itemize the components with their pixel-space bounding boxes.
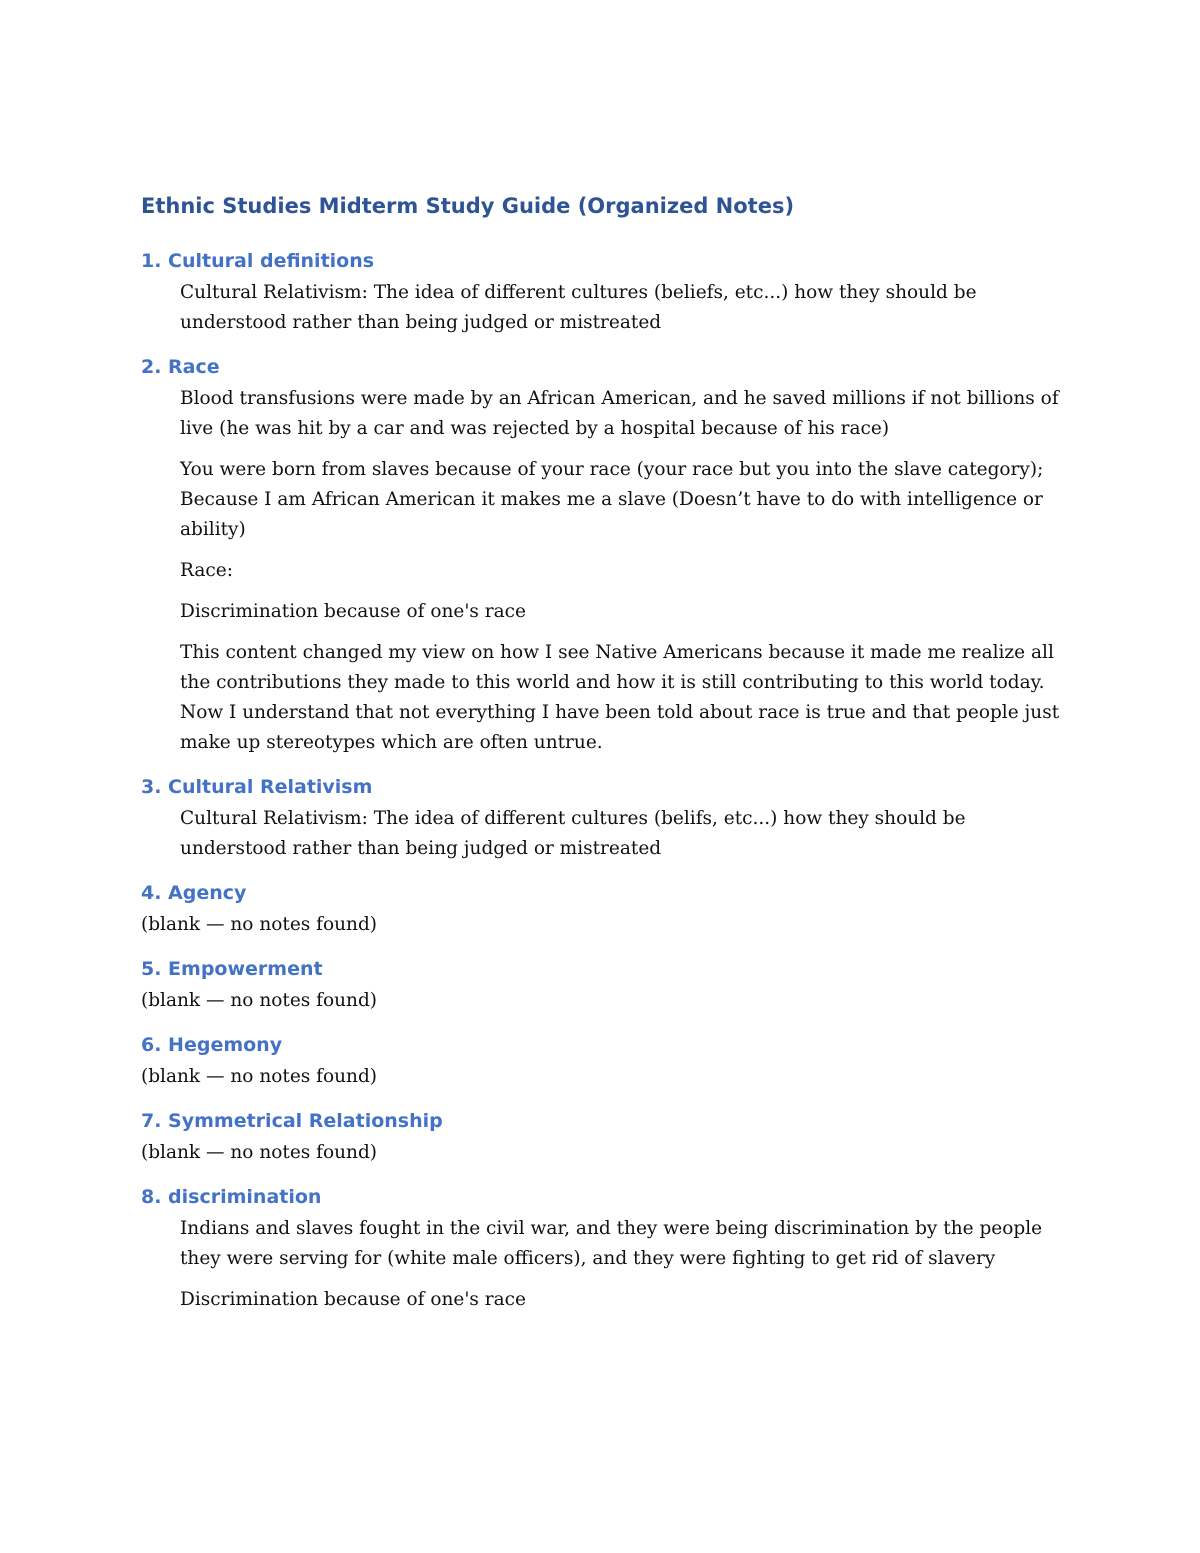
section-heading: 8. discrimination bbox=[141, 1186, 322, 1208]
section-paragraph: Indians and slaves fought in the civil war, and they were being discrimination by the people they were serving for (white male officers), and they were fighting to get rid of slavery bbox=[180, 1218, 1043, 1269]
blank-note: (blank — no notes found) bbox=[141, 990, 378, 1011]
section-paragraph: Cultural Relativism: The idea of different cultures (belifs, etc...) how they should be understood rather than being judged or mistreated bbox=[180, 808, 966, 859]
blank-note: (blank — no notes found) bbox=[141, 1142, 378, 1163]
section-symmetrical-relationship bbox=[141, 1108, 1081, 1168]
section-paragraph: Blood transfusions were made by an African American, and he saved millions if not billions of live (he was hit by a car and was rejected by a hospital because of his race) bbox=[180, 388, 1059, 439]
section-heading: 6. Hegemony bbox=[141, 1034, 283, 1056]
section-heading: 5. Empowerment bbox=[141, 958, 323, 980]
section-heading: 4. Agency bbox=[141, 882, 247, 904]
section-paragraph: Race: bbox=[180, 560, 233, 581]
document-title: Ethnic Studies Midterm Study Guide (Organized Notes) bbox=[141, 194, 795, 218]
blank-note: (blank — no notes found) bbox=[141, 1066, 378, 1087]
section-paragraph: This content changed my view on how I see Native Americans because it made me realize all the contributions they made to this world and how it is still contributing to this world today. Now I understand that not everything I have been told about race is true and that people just make up stereotypes which are often untrue. bbox=[180, 642, 1060, 753]
section-heading: 2. Race bbox=[141, 356, 220, 378]
section-paragraph: Cultural Relativism: The idea of different cultures (beliefs, etc...) how they should be understood rather than being judged or mistreated bbox=[180, 282, 977, 333]
section-hegemony bbox=[141, 1032, 1081, 1092]
document-body bbox=[141, 190, 1081, 1331]
section-heading: 1. Cultural definitions bbox=[141, 250, 375, 272]
section-paragraph: You were born from slaves because of your race (your race but you into the slave category); Because I am African American it makes me a slave (Doesn’t have to do with intelligence or ability) bbox=[180, 459, 1044, 540]
section-cultural-relativism bbox=[141, 774, 1081, 864]
section-cultural-definitions bbox=[141, 248, 1081, 338]
section-paragraph: Discrimination because of one's race bbox=[180, 1289, 526, 1310]
section-paragraph: Discrimination because of one's race bbox=[180, 601, 526, 622]
section-race bbox=[141, 354, 1081, 758]
section-heading: 7. Symmetrical Relationship bbox=[141, 1110, 443, 1132]
section-discrimination bbox=[141, 1184, 1081, 1315]
blank-note: (blank — no notes found) bbox=[141, 914, 378, 935]
section-heading: 3. Cultural Relativism bbox=[141, 776, 373, 798]
section-agency bbox=[141, 880, 1081, 940]
section-empowerment bbox=[141, 956, 1081, 1016]
